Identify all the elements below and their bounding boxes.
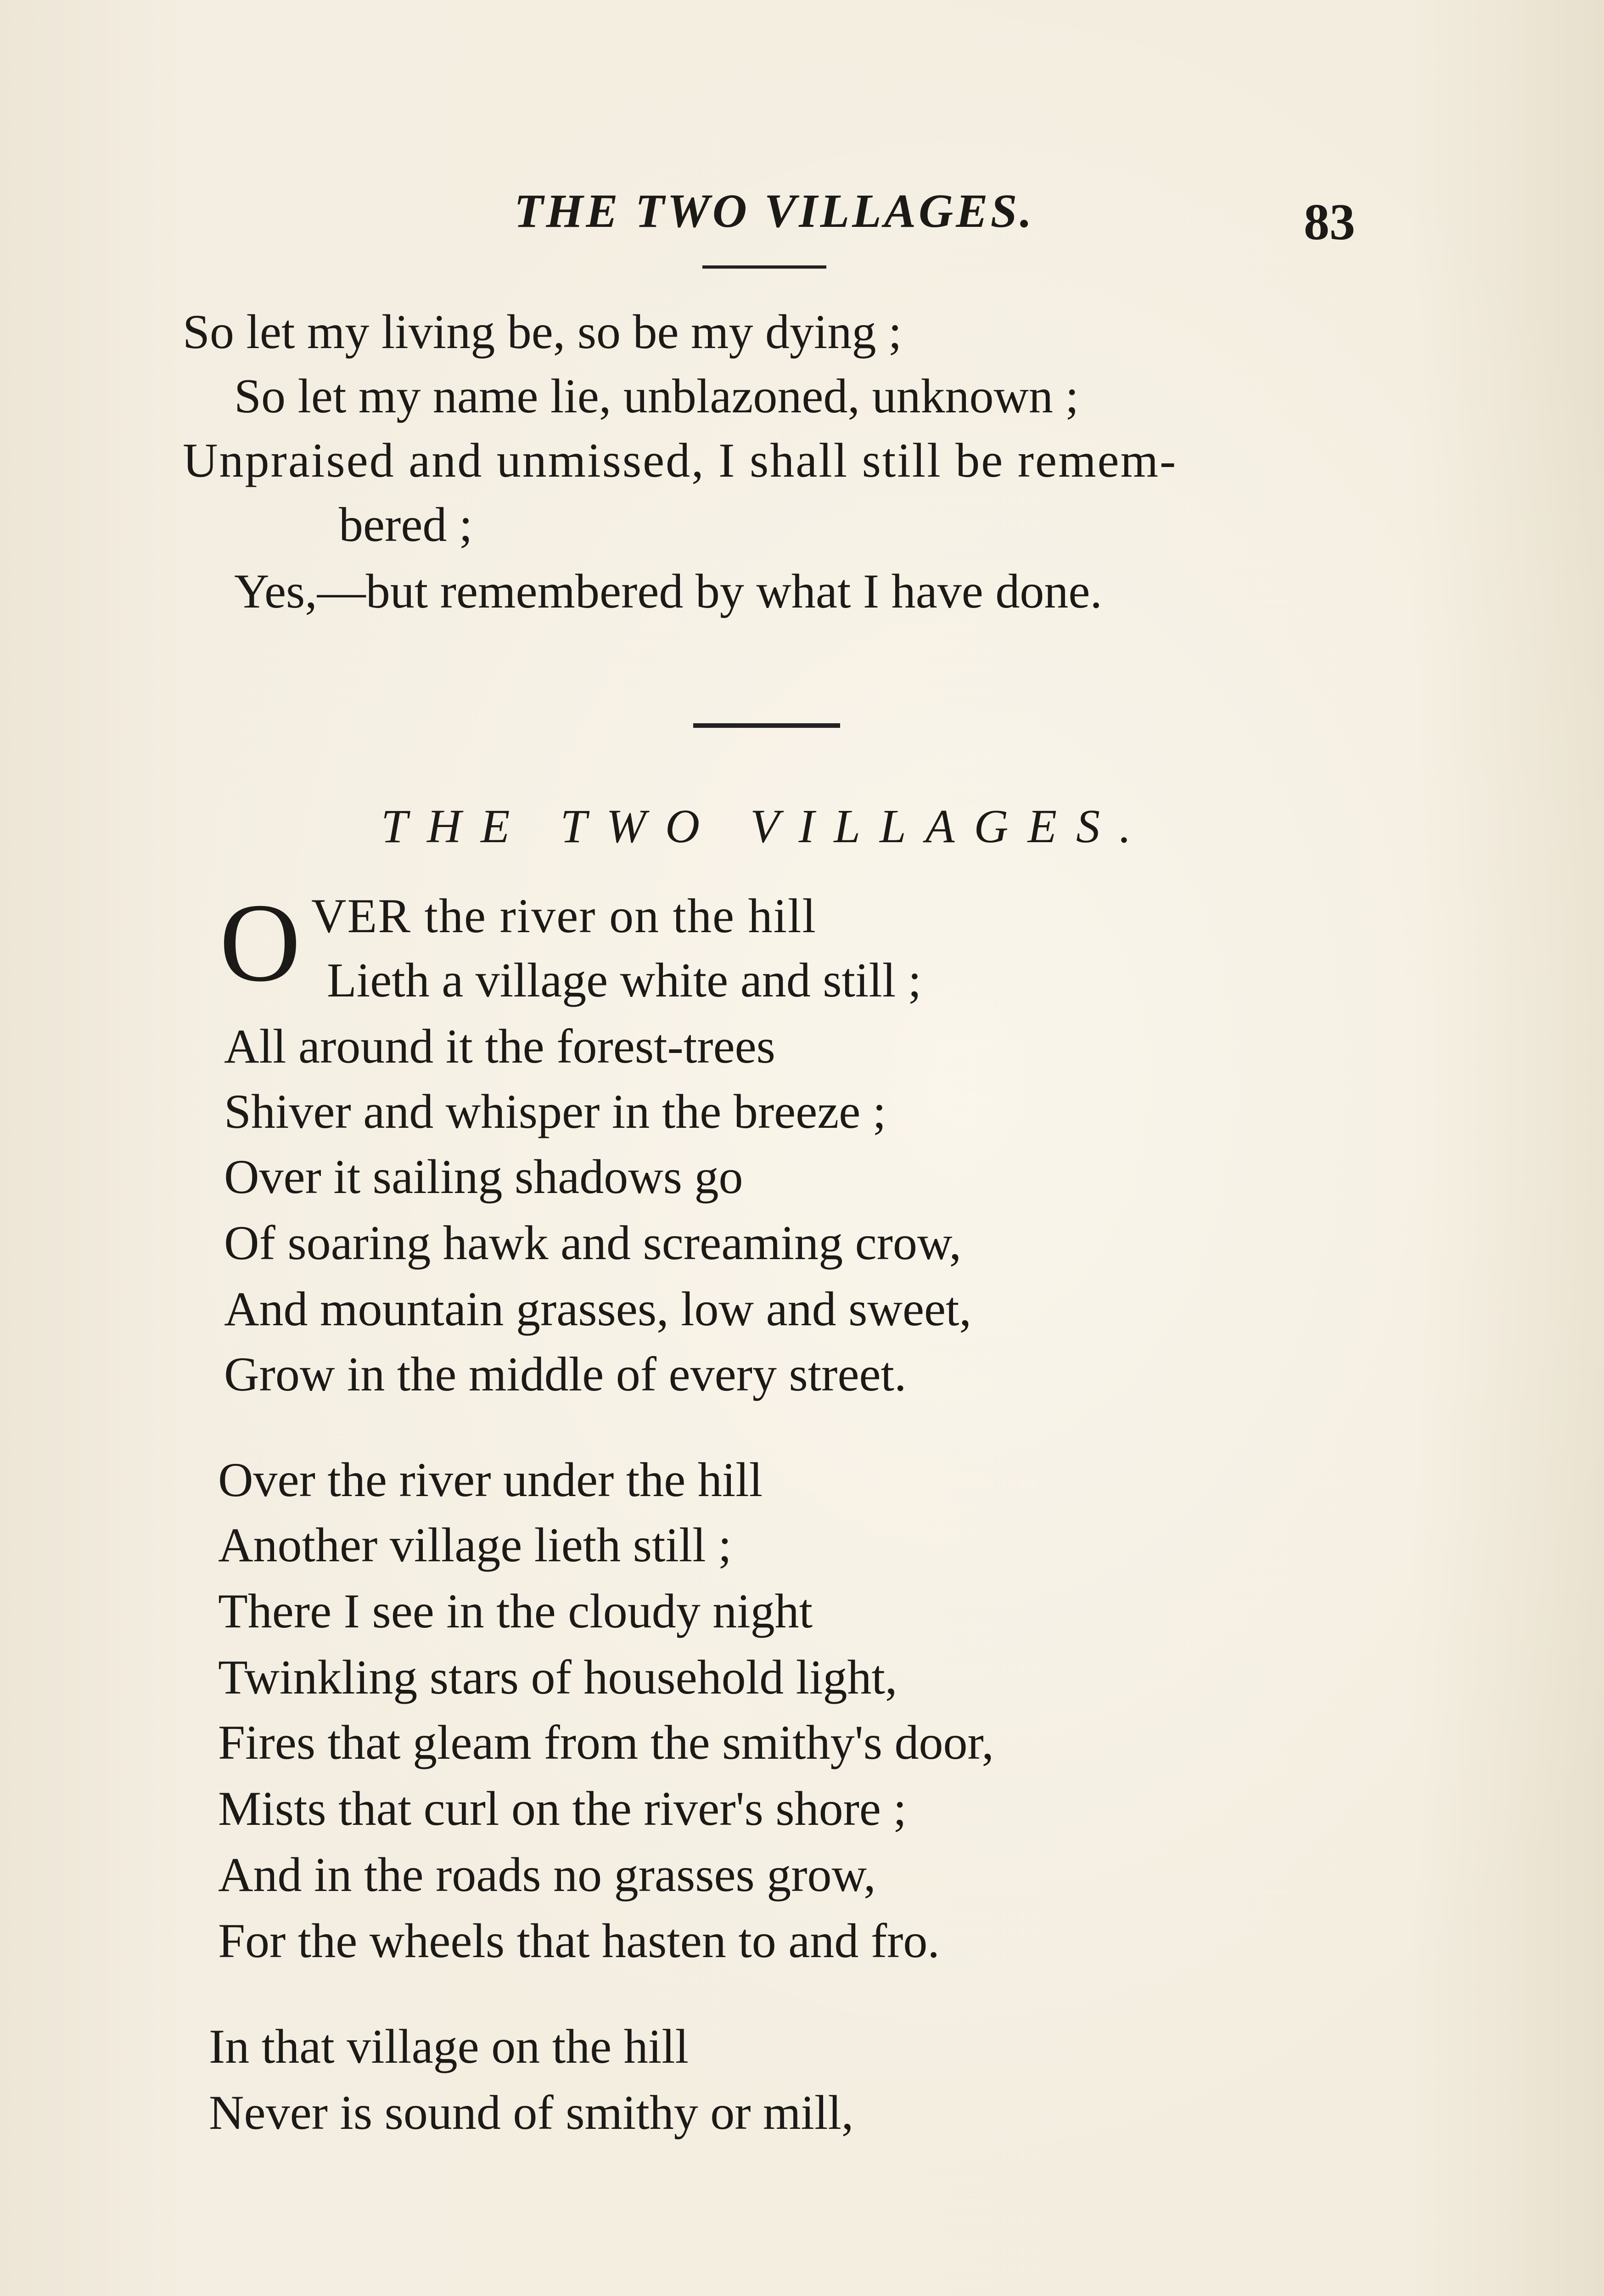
stanza2-line-5: Fires that gleam from the smithy's door, <box>218 1716 994 1769</box>
stanza1-line-6: Of soaring hawk and screaming crow, <box>224 1216 962 1270</box>
poem-title: THE TWO VILLAGES. <box>381 800 1151 853</box>
stanza2-line-3: There I see in the cloudy night <box>218 1584 813 1638</box>
stanza1-line-2: Lieth a village white and still ; <box>327 953 922 1007</box>
running-title: THE TWO VILLAGES. <box>514 185 1035 237</box>
stanza1-line-4: Shiver and whisper in the breeze ; <box>224 1085 886 1138</box>
prev-poem-line-1: So let my living be, so be my dying ; <box>183 305 902 359</box>
stanza1-line-5: Over it sailing shadows go <box>224 1150 743 1204</box>
stanza2-line-7: And in the roads no grasses grow, <box>218 1848 876 1902</box>
prev-poem-line-5: Yes,—but remembered by what I have done. <box>234 564 1102 618</box>
prev-poem-line-3: Unpraised and unmissed, I shall still be remem- <box>183 433 1178 487</box>
stanza2-line-1: Over the river under the hill <box>218 1453 763 1507</box>
stanza2-line-6: Mists that curl on the river's shore ; <box>218 1782 907 1835</box>
prev-poem-line-2: So let my name lie, unblazoned, unknown ; <box>234 369 1079 423</box>
stanza2-line-8: For the wheels that hasten to and fro. <box>218 1914 940 1968</box>
stanza2-line-4: Twinkling stars of household light, <box>218 1650 897 1704</box>
stanza1-line-1: VER the river on the hill <box>311 889 817 943</box>
stanza3-line-2: Never is sound of smithy or mill, <box>209 2086 854 2139</box>
drop-cap: O <box>219 880 301 1005</box>
stanza1-line-8: Grow in the middle of every street. <box>224 1347 907 1401</box>
stanza3-line-1: In that village on the hill <box>209 2020 689 2073</box>
stanza1-line-3: All around it the forest-trees <box>224 1019 775 1073</box>
section-rule <box>693 723 840 728</box>
prev-poem-line-4: bered ; <box>339 498 473 551</box>
stanza2-line-2: Another village lieth still ; <box>218 1518 732 1572</box>
page-number: 83 <box>1304 194 1355 251</box>
header-rule <box>702 265 826 269</box>
stanza1-line-7: And mountain grasses, low and sweet, <box>224 1282 971 1336</box>
